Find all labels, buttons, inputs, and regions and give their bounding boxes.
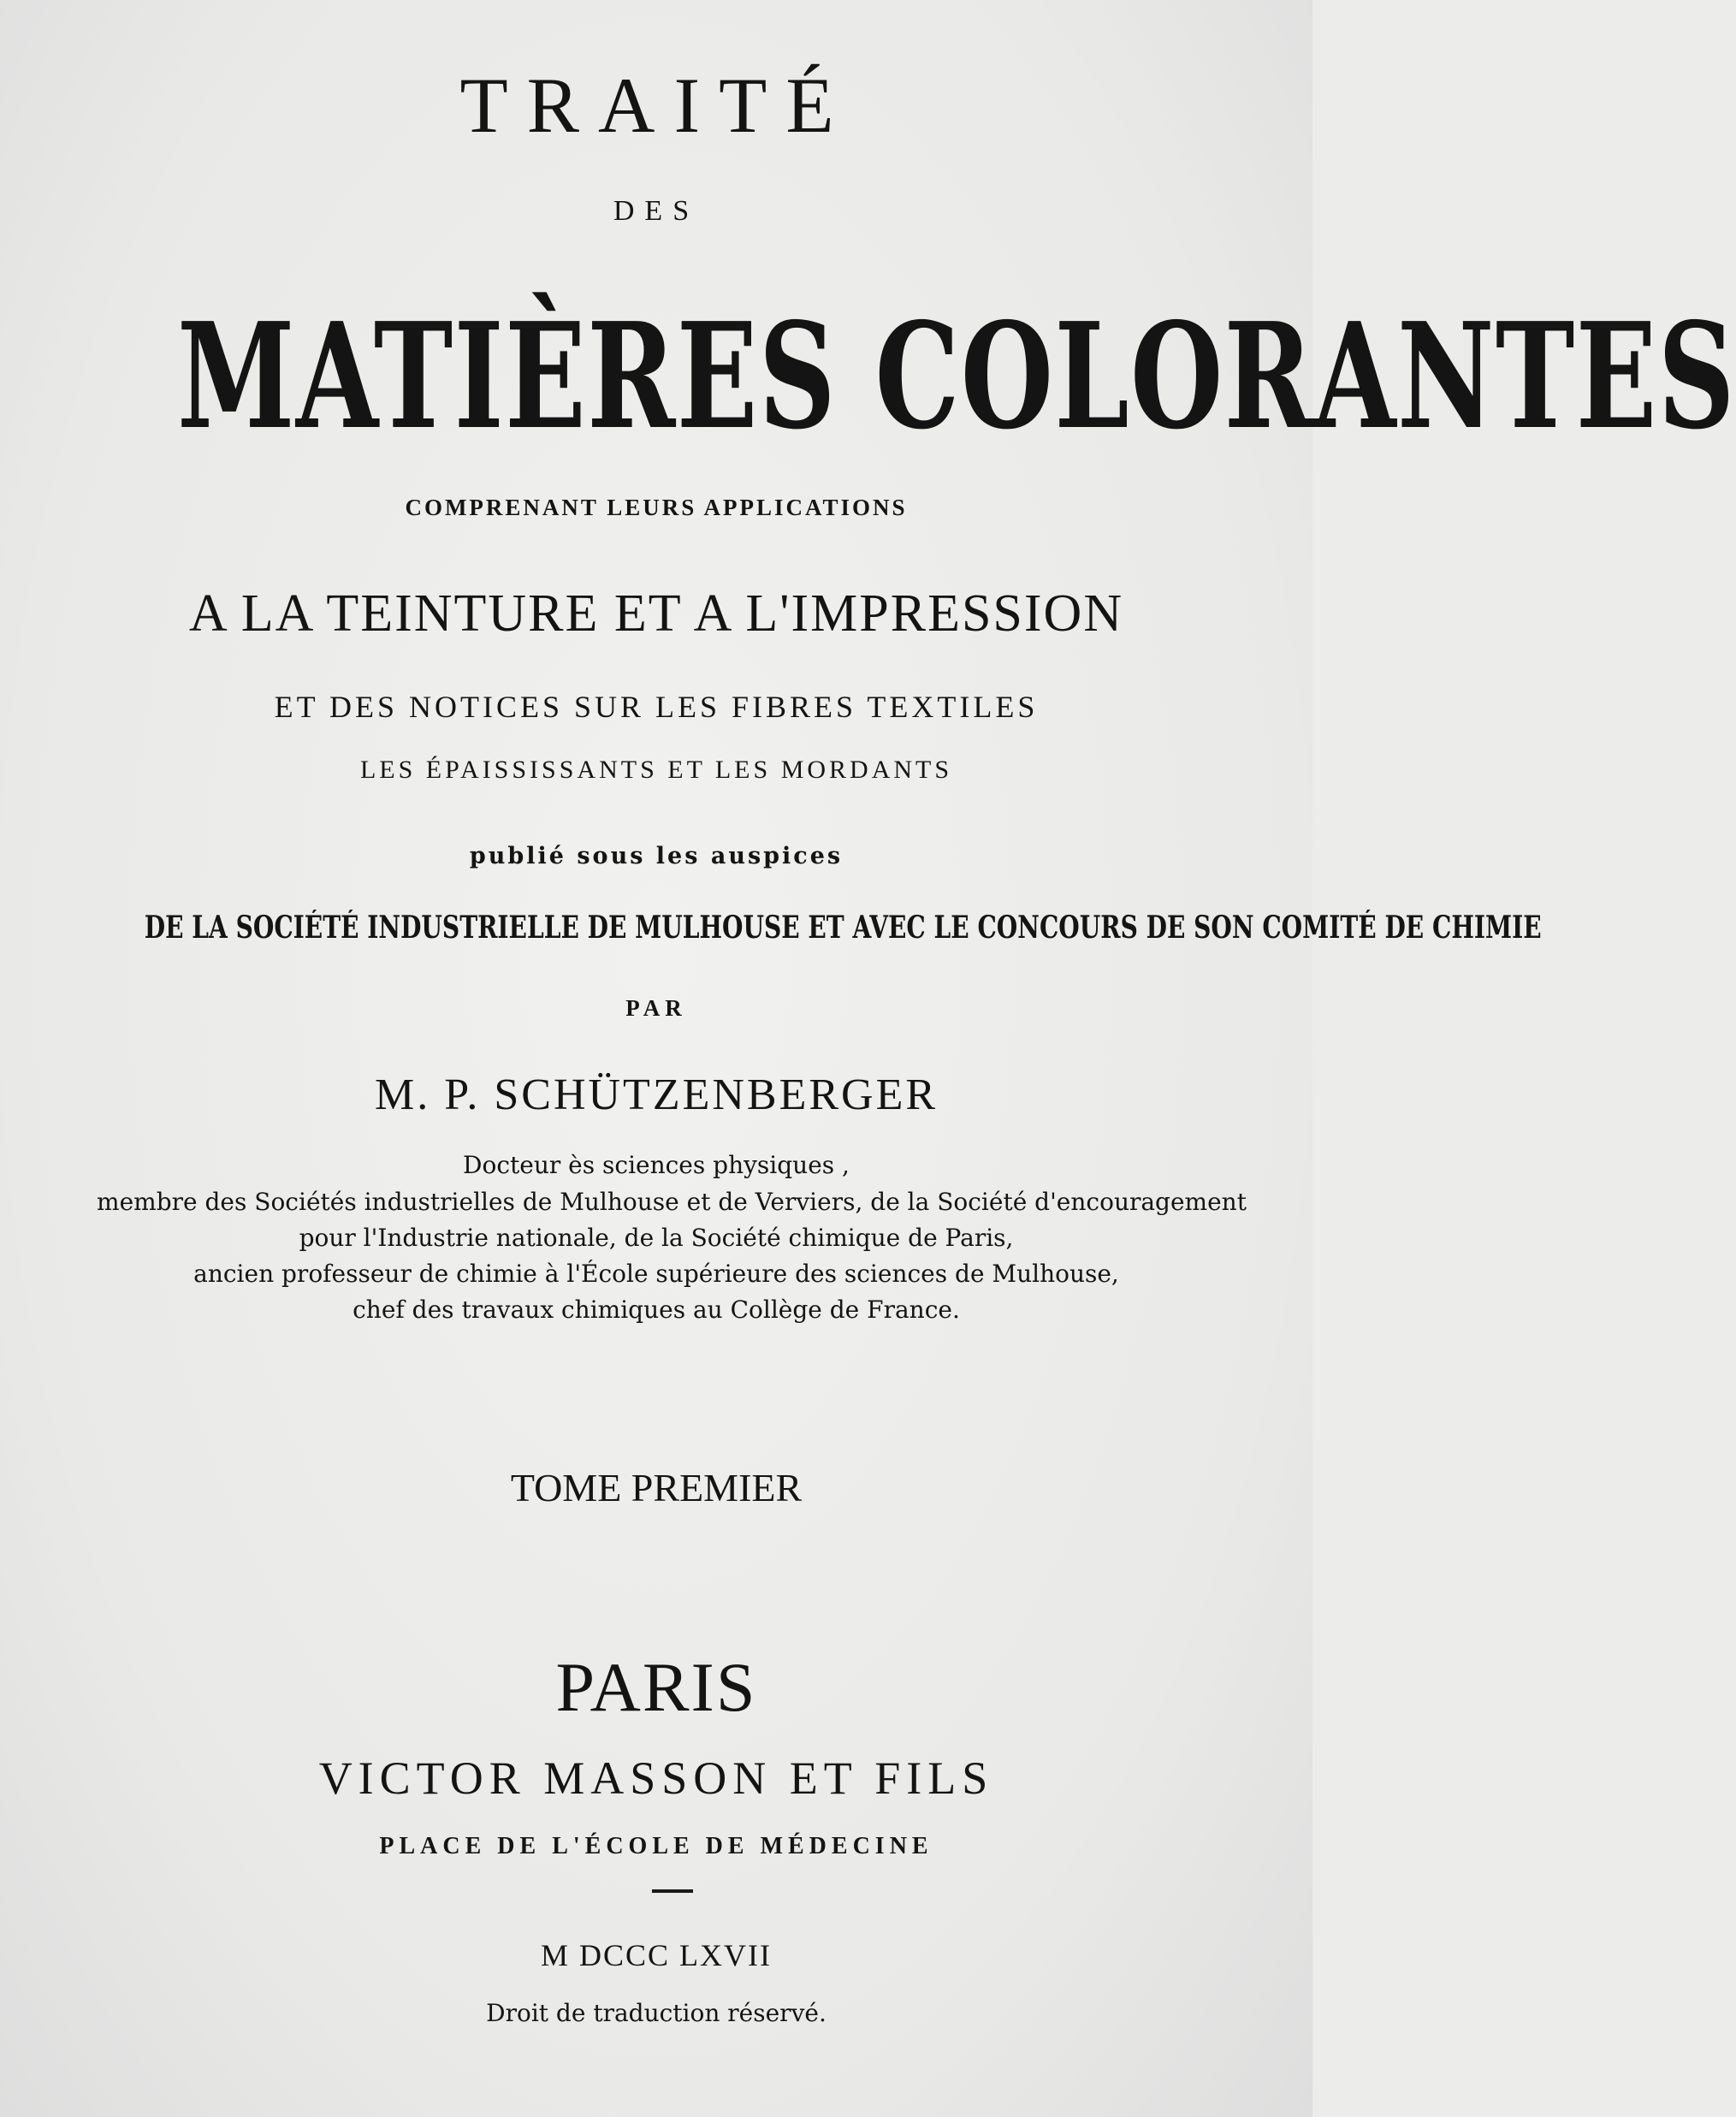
title-traite: TRAITÉ bbox=[459, 62, 853, 149]
credential-line: pour l'Industrie nationale, de la Société chimique de Paris, bbox=[299, 1224, 1014, 1252]
publisher: VICTOR MASSON ET FILS bbox=[318, 1752, 994, 1804]
subtitle-notices: ET DES NOTICES SUR LES FIBRES TEXTILES bbox=[274, 690, 1039, 724]
publie-line: publié sous les auspices bbox=[469, 843, 844, 869]
subtitle-comprenant: COMPRENANT LEURS APPLICATIONS bbox=[405, 495, 908, 520]
par-line: PAR bbox=[625, 995, 687, 1021]
publication-year: M DCCC LXVII bbox=[540, 1938, 772, 1972]
tome-label: TOME PREMIER bbox=[510, 1466, 803, 1509]
credential-line: membre des Sociétés industrielles de Mulhouse et de Verviers, de la Société d'encouragement bbox=[97, 1188, 1247, 1216]
main-title: MATIÈRES COLORANTES bbox=[177, 291, 1736, 462]
city: PARIS bbox=[555, 1648, 757, 1726]
divider-rule bbox=[652, 1889, 693, 1893]
author-name: M. P. SCHÜTZENBERGER bbox=[374, 1070, 939, 1119]
societe-line: DE LA SOCIÉTÉ INDUSTRIELLE DE MULHOUSE ET AVEC LE CONCOURS DE SON COMITÉ DE CHIMIE bbox=[144, 910, 1542, 946]
credential-line: Docteur ès sciences physiques , bbox=[463, 1151, 850, 1179]
subtitle-teinture: A LA TEINTURE ET A L'IMPRESSION bbox=[188, 584, 1124, 643]
credential-line: ancien professeur de chimie à l'École supérieure des sciences de Mulhouse, bbox=[193, 1260, 1119, 1288]
title-des: DES bbox=[613, 195, 700, 227]
rights-notice: Droit de traduction réservé. bbox=[486, 1999, 827, 2027]
subtitle-epaississants: LES ÉPAISSISSANTS ET LES MORDANTS bbox=[359, 756, 953, 784]
credential-line: chef des travaux chimiques au Collège de France. bbox=[353, 1296, 960, 1324]
publisher-address: PLACE DE L'ÉCOLE DE MÉDECINE bbox=[379, 1833, 933, 1859]
